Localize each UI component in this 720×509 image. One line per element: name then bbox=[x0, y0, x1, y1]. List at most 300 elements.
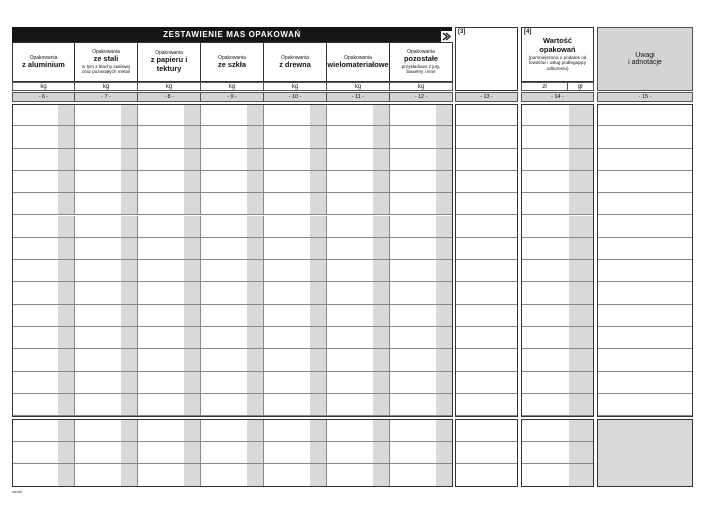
body-row-7-col-9[interactable] bbox=[201, 260, 264, 282]
column-header-small-top: Opakowania bbox=[155, 50, 183, 57]
body-row-3-col-13[interactable] bbox=[455, 171, 518, 193]
summary-row-0-col-7[interactable] bbox=[75, 419, 138, 442]
column-header-small-top: Opakowania bbox=[281, 54, 309, 61]
cell-shade bbox=[310, 419, 326, 441]
body-row-4-col-15[interactable] bbox=[597, 193, 693, 215]
cell-shade bbox=[58, 327, 74, 348]
body-row-8-col-12[interactable] bbox=[390, 282, 453, 304]
body-row-1-col-7[interactable] bbox=[75, 126, 138, 148]
body-row-3-col-11[interactable] bbox=[327, 171, 390, 193]
cell-shade bbox=[373, 238, 389, 259]
cell-shade bbox=[58, 442, 74, 464]
body-row-1-col-9[interactable] bbox=[201, 126, 264, 148]
body-row-8-col-9[interactable] bbox=[201, 282, 264, 304]
body-row-9-col-7[interactable] bbox=[75, 305, 138, 327]
body-row-3-col-12[interactable] bbox=[390, 171, 453, 193]
cell-shade bbox=[569, 305, 593, 326]
body-row-7-col-8[interactable] bbox=[138, 260, 201, 282]
body-row-1-col-13[interactable] bbox=[455, 126, 518, 148]
cell-shade bbox=[310, 372, 326, 393]
cell-shade bbox=[373, 327, 389, 348]
cell-shade bbox=[373, 419, 389, 441]
column-14-unit-gr: gr bbox=[568, 82, 594, 91]
form-title: ZESTAWIENIE MAS OPAKOWAŃ bbox=[163, 30, 301, 39]
column-header-small-top: Opakowania bbox=[344, 54, 372, 61]
body-row-9-col-8[interactable] bbox=[138, 305, 201, 327]
body-row-9-col-9[interactable] bbox=[201, 305, 264, 327]
summary-row-1-col-12[interactable] bbox=[390, 442, 453, 465]
body-row-2-col-9[interactable] bbox=[201, 149, 264, 171]
cell-shade bbox=[58, 149, 74, 170]
cell-shade bbox=[310, 327, 326, 348]
cell-shade bbox=[569, 149, 593, 170]
column-13-number: - 13 - bbox=[455, 92, 518, 102]
body-row-2-col-14[interactable] bbox=[521, 149, 594, 171]
cell-shade bbox=[436, 216, 452, 237]
body-row-12-col-8[interactable] bbox=[138, 372, 201, 394]
body-row-9-col-12[interactable] bbox=[390, 305, 453, 327]
column-15-header bbox=[597, 27, 693, 91]
body-row-6-col-10[interactable] bbox=[264, 238, 327, 260]
cell-shade bbox=[184, 216, 200, 237]
body-row-4-col-13[interactable] bbox=[455, 193, 518, 215]
body-row-2-col-12[interactable] bbox=[390, 149, 453, 171]
column-15-title-line1: Uwagi bbox=[635, 52, 655, 59]
cell-shade bbox=[184, 419, 200, 441]
body-row-8-col-10[interactable] bbox=[264, 282, 327, 304]
col15-summary-shaded bbox=[597, 419, 693, 487]
cell-shade bbox=[373, 149, 389, 170]
body-row-11-col-14[interactable] bbox=[521, 349, 594, 371]
body-row-11-col-9[interactable] bbox=[201, 349, 264, 371]
body-row-0-col-8[interactable] bbox=[138, 104, 201, 126]
cell-shade bbox=[58, 260, 74, 281]
body-row-3-col-6[interactable] bbox=[12, 171, 75, 193]
cell-shade bbox=[373, 216, 389, 237]
column-6-number: - 6 - bbox=[12, 92, 75, 102]
summary-row-2-col-11[interactable] bbox=[327, 464, 390, 487]
column-9-header bbox=[201, 42, 264, 82]
body-row-6-col-15[interactable] bbox=[597, 238, 693, 260]
summary-row-1-col-9[interactable] bbox=[201, 442, 264, 465]
body-row-0-col-9[interactable] bbox=[201, 104, 264, 126]
cell-shade bbox=[373, 305, 389, 326]
body-row-10-col-8[interactable] bbox=[138, 327, 201, 349]
body-row-7-col-6[interactable] bbox=[12, 260, 75, 282]
body-row-13-col-9[interactable] bbox=[201, 394, 264, 416]
summary-row-0-col-6[interactable] bbox=[12, 419, 75, 442]
body-row-11-col-7[interactable] bbox=[75, 349, 138, 371]
body-row-13-col-14[interactable] bbox=[521, 394, 594, 416]
body-row-0-col-12[interactable] bbox=[390, 104, 453, 126]
cell-shade bbox=[436, 394, 452, 415]
cell-shade bbox=[373, 104, 389, 125]
cell-shade bbox=[184, 260, 200, 281]
cell-shade bbox=[184, 305, 200, 326]
body-row-2-col-6[interactable] bbox=[12, 149, 75, 171]
cell-shade bbox=[121, 394, 137, 415]
cell-shade bbox=[569, 104, 593, 125]
body-row-4-col-9[interactable] bbox=[201, 193, 264, 215]
cell-shade bbox=[569, 193, 593, 214]
body-row-6-col-13[interactable] bbox=[455, 238, 518, 260]
body-row-5-col-7[interactable] bbox=[75, 216, 138, 238]
body-row-10-col-6[interactable] bbox=[12, 327, 75, 349]
column-header-title: ze stali bbox=[93, 54, 119, 64]
column-12-number: - 12 - bbox=[390, 92, 453, 102]
summary-row-0-col-13[interactable] bbox=[455, 419, 518, 442]
body-row-6-col-8[interactable] bbox=[138, 238, 201, 260]
cell-shade bbox=[247, 419, 263, 441]
body-row-12-col-13[interactable] bbox=[455, 372, 518, 394]
cell-shade bbox=[436, 104, 452, 125]
summary-row-0-col-11[interactable] bbox=[327, 419, 390, 442]
body-row-1-col-6[interactable] bbox=[12, 126, 75, 148]
body-row-10-col-13[interactable] bbox=[455, 327, 518, 349]
body-row-3-col-10[interactable] bbox=[264, 171, 327, 193]
body-row-11-col-11[interactable] bbox=[327, 349, 390, 371]
body-row-10-col-10[interactable] bbox=[264, 327, 327, 349]
body-row-3-col-8[interactable] bbox=[138, 171, 201, 193]
body-row-12-col-7[interactable] bbox=[75, 372, 138, 394]
body-row-6-col-6[interactable] bbox=[12, 238, 75, 260]
body-row-4-col-8[interactable] bbox=[138, 193, 201, 215]
body-row-0-col-6[interactable] bbox=[12, 104, 75, 126]
column-14-header bbox=[521, 27, 594, 82]
cell-shade bbox=[184, 464, 200, 486]
body-row-4-col-10[interactable] bbox=[264, 193, 327, 215]
body-row-7-col-13[interactable] bbox=[455, 260, 518, 282]
body-row-3-col-14[interactable] bbox=[521, 171, 594, 193]
body-row-13-col-15[interactable] bbox=[597, 394, 693, 416]
column-13-header bbox=[455, 27, 518, 91]
cell-shade bbox=[121, 171, 137, 192]
column-12-unit: kg bbox=[390, 82, 453, 91]
cell-shade bbox=[121, 419, 137, 441]
column-11-header bbox=[327, 42, 390, 82]
body-row-11-col-6[interactable] bbox=[12, 349, 75, 371]
body-row-5-col-12[interactable] bbox=[390, 216, 453, 238]
body-row-4-col-6[interactable] bbox=[12, 193, 75, 215]
cell-shade bbox=[58, 349, 74, 370]
column-6-header bbox=[12, 42, 75, 82]
cell-shade bbox=[121, 372, 137, 393]
cell-shade bbox=[247, 260, 263, 281]
body-row-2-col-7[interactable] bbox=[75, 149, 138, 171]
summary-row-1-col-8[interactable] bbox=[138, 442, 201, 465]
summary-row-0-col-10[interactable] bbox=[264, 419, 327, 442]
body-row-7-col-15[interactable] bbox=[597, 260, 693, 282]
body-row-12-col-11[interactable] bbox=[327, 372, 390, 394]
summary-row-1-col-7[interactable] bbox=[75, 442, 138, 465]
cell-shade bbox=[247, 305, 263, 326]
body-row-1-col-10[interactable] bbox=[264, 126, 327, 148]
summary-row-0-col-14[interactable] bbox=[521, 419, 594, 442]
cell-shade bbox=[247, 171, 263, 192]
body-row-12-col-12[interactable] bbox=[390, 372, 453, 394]
column-10-unit: kg bbox=[264, 82, 327, 91]
body-row-13-col-10[interactable] bbox=[264, 394, 327, 416]
body-row-3-col-7[interactable] bbox=[75, 171, 138, 193]
summary-row-2-col-13[interactable] bbox=[455, 464, 518, 487]
body-row-10-col-14[interactable] bbox=[521, 327, 594, 349]
cell-shade bbox=[121, 349, 137, 370]
body-row-1-col-11[interactable] bbox=[327, 126, 390, 148]
column-header-title: z drewna bbox=[279, 59, 311, 69]
cell-shade bbox=[184, 238, 200, 259]
body-row-13-col-12[interactable] bbox=[390, 394, 453, 416]
body-row-12-col-14[interactable] bbox=[521, 372, 594, 394]
column-8-header bbox=[138, 42, 201, 82]
body-row-10-col-7[interactable] bbox=[75, 327, 138, 349]
body-row-8-col-15[interactable] bbox=[597, 282, 693, 304]
cell-shade bbox=[247, 282, 263, 303]
cell-shade bbox=[121, 327, 137, 348]
cell-shade bbox=[184, 327, 200, 348]
cell-shade bbox=[184, 149, 200, 170]
cell-shade bbox=[436, 464, 452, 486]
body-row-7-col-14[interactable] bbox=[521, 260, 594, 282]
cell-shade bbox=[121, 464, 137, 486]
body-row-5-col-15[interactable] bbox=[597, 216, 693, 238]
body-row-2-col-11[interactable] bbox=[327, 149, 390, 171]
cell-shade bbox=[184, 282, 200, 303]
cell-shade bbox=[436, 126, 452, 147]
body-row-11-col-13[interactable] bbox=[455, 349, 518, 371]
double-chevron-right-icon bbox=[441, 29, 452, 40]
cell-shade bbox=[184, 193, 200, 214]
cell-shade bbox=[569, 349, 593, 370]
column-11-number: - 11 - bbox=[327, 92, 390, 102]
body-row-3-col-9[interactable] bbox=[201, 171, 264, 193]
body-row-11-col-10[interactable] bbox=[264, 349, 327, 371]
column-14-title-line1: Wartość bbox=[543, 36, 572, 45]
body-row-10-col-15[interactable] bbox=[597, 327, 693, 349]
body-row-4-col-12[interactable] bbox=[390, 193, 453, 215]
column-header-small-top: Opakowania bbox=[29, 54, 58, 61]
body-row-12-col-15[interactable] bbox=[597, 372, 693, 394]
body-row-5-col-13[interactable] bbox=[455, 216, 518, 238]
body-row-4-col-14[interactable] bbox=[521, 193, 594, 215]
body-row-6-col-9[interactable] bbox=[201, 238, 264, 260]
cell-shade bbox=[121, 238, 137, 259]
body-row-2-col-10[interactable] bbox=[264, 149, 327, 171]
column-10-header bbox=[264, 42, 327, 82]
cell-shade bbox=[247, 442, 263, 464]
summary-row-0-col-12[interactable] bbox=[390, 419, 453, 442]
cell-shade bbox=[310, 464, 326, 486]
cell-shade bbox=[247, 464, 263, 486]
cell-shade bbox=[121, 216, 137, 237]
body-row-9-col-11[interactable] bbox=[327, 305, 390, 327]
cell-shade bbox=[184, 349, 200, 370]
column-14-ref: [4] bbox=[524, 29, 532, 35]
cell-shade bbox=[58, 282, 74, 303]
column-10-number: - 10 - bbox=[264, 92, 327, 102]
body-row-12-col-9[interactable] bbox=[201, 372, 264, 394]
body-row-7-col-7[interactable] bbox=[75, 260, 138, 282]
body-row-13-col-11[interactable] bbox=[327, 394, 390, 416]
body-row-5-col-6[interactable] bbox=[12, 216, 75, 238]
body-row-9-col-13[interactable] bbox=[455, 305, 518, 327]
summary-row-2-col-6[interactable] bbox=[12, 464, 75, 487]
body-row-1-col-12[interactable] bbox=[390, 126, 453, 148]
cell-shade bbox=[436, 419, 452, 441]
body-row-10-col-9[interactable] bbox=[201, 327, 264, 349]
body-row-8-col-8[interactable] bbox=[138, 282, 201, 304]
body-row-6-col-7[interactable] bbox=[75, 238, 138, 260]
body-row-13-col-8[interactable] bbox=[138, 394, 201, 416]
cell-shade bbox=[569, 464, 593, 486]
cell-shade bbox=[184, 104, 200, 125]
body-row-0-col-7[interactable] bbox=[75, 104, 138, 126]
column-header-small-top: Opakowania bbox=[407, 49, 435, 56]
cell-shade bbox=[310, 305, 326, 326]
cell-shade bbox=[58, 126, 74, 147]
body-row-0-col-11[interactable] bbox=[327, 104, 390, 126]
summary-row-2-col-8[interactable] bbox=[138, 464, 201, 487]
cell-shade bbox=[373, 260, 389, 281]
cell-shade bbox=[58, 419, 74, 441]
cell-shade bbox=[569, 372, 593, 393]
body-row-5-col-14[interactable] bbox=[521, 216, 594, 238]
body-row-8-col-6[interactable] bbox=[12, 282, 75, 304]
body-row-0-col-14[interactable] bbox=[521, 104, 594, 126]
body-row-6-col-14[interactable] bbox=[521, 238, 594, 260]
body-row-5-col-8[interactable] bbox=[138, 216, 201, 238]
body-row-1-col-8[interactable] bbox=[138, 126, 201, 148]
summary-row-2-col-10[interactable] bbox=[264, 464, 327, 487]
summary-row-1-col-10[interactable] bbox=[264, 442, 327, 465]
body-row-2-col-8[interactable] bbox=[138, 149, 201, 171]
column-header-note: w tym z blachy stalowej oraz pozostałych metali bbox=[81, 63, 130, 75]
column-15-number: - 15 - bbox=[597, 92, 693, 102]
body-row-13-col-13[interactable] bbox=[455, 394, 518, 416]
summary-row-2-col-14[interactable] bbox=[521, 464, 594, 487]
body-row-11-col-15[interactable] bbox=[597, 349, 693, 371]
body-row-7-col-11[interactable] bbox=[327, 260, 390, 282]
cell-shade bbox=[121, 126, 137, 147]
column-13-ref: [3] bbox=[458, 29, 466, 35]
column-9-unit: kg bbox=[201, 82, 264, 91]
body-row-10-col-12[interactable] bbox=[390, 327, 453, 349]
cell-shade bbox=[436, 327, 452, 348]
body-row-11-col-12[interactable] bbox=[390, 349, 453, 371]
column-7-number: - 7 - bbox=[75, 92, 138, 102]
cell-shade bbox=[373, 442, 389, 464]
body-row-9-col-6[interactable] bbox=[12, 305, 75, 327]
cell-shade bbox=[310, 216, 326, 237]
cell-shade bbox=[436, 260, 452, 281]
cell-shade bbox=[373, 464, 389, 486]
column-11-unit: kg bbox=[327, 82, 390, 91]
body-row-12-col-6[interactable] bbox=[12, 372, 75, 394]
body-row-11-col-8[interactable] bbox=[138, 349, 201, 371]
body-row-12-col-10[interactable] bbox=[264, 372, 327, 394]
summary-row-2-col-7[interactable] bbox=[75, 464, 138, 487]
cell-shade bbox=[373, 349, 389, 370]
body-row-1-col-14[interactable] bbox=[521, 126, 594, 148]
cell-shade bbox=[436, 442, 452, 464]
cell-shade bbox=[247, 238, 263, 259]
cell-shade bbox=[58, 394, 74, 415]
body-row-0-col-13[interactable] bbox=[455, 104, 518, 126]
cell-shade bbox=[310, 282, 326, 303]
column-14-number: - 14 - bbox=[521, 92, 594, 102]
body-row-10-col-11[interactable] bbox=[327, 327, 390, 349]
cell-shade bbox=[58, 372, 74, 393]
cell-shade bbox=[310, 171, 326, 192]
body-row-9-col-15[interactable] bbox=[597, 305, 693, 327]
body-row-2-col-15[interactable] bbox=[597, 149, 693, 171]
column-8-number: - 8 - bbox=[138, 92, 201, 102]
body-row-4-col-7[interactable] bbox=[75, 193, 138, 215]
body-row-6-col-12[interactable] bbox=[390, 238, 453, 260]
body-row-8-col-7[interactable] bbox=[75, 282, 138, 304]
cell-shade bbox=[58, 305, 74, 326]
column-header-small-top: Opakowania bbox=[92, 49, 120, 56]
cell-shade bbox=[436, 171, 452, 192]
cell-shade bbox=[184, 171, 200, 192]
body-row-8-col-14[interactable] bbox=[521, 282, 594, 304]
body-row-3-col-15[interactable] bbox=[597, 171, 693, 193]
body-row-9-col-14[interactable] bbox=[521, 305, 594, 327]
cell-shade bbox=[310, 442, 326, 464]
form-code: Izrnt2 bbox=[12, 489, 23, 494]
body-row-4-col-11[interactable] bbox=[327, 193, 390, 215]
body-row-6-col-11[interactable] bbox=[327, 238, 390, 260]
summary-row-2-col-12[interactable] bbox=[390, 464, 453, 487]
summary-row-1-col-6[interactable] bbox=[12, 442, 75, 465]
body-row-5-col-9[interactable] bbox=[201, 216, 264, 238]
cell-shade bbox=[310, 193, 326, 214]
summary-row-0-col-9[interactable] bbox=[201, 419, 264, 442]
cell-shade bbox=[121, 193, 137, 214]
cell-shade bbox=[58, 104, 74, 125]
summary-row-1-col-13[interactable] bbox=[455, 442, 518, 465]
summary-row-1-col-14[interactable] bbox=[521, 442, 594, 465]
cell-shade bbox=[58, 216, 74, 237]
body-row-7-col-10[interactable] bbox=[264, 260, 327, 282]
body-row-2-col-13[interactable] bbox=[455, 149, 518, 171]
summary-row-1-col-11[interactable] bbox=[327, 442, 390, 465]
cell-shade bbox=[373, 282, 389, 303]
summary-row-0-col-8[interactable] bbox=[138, 419, 201, 442]
body-row-0-col-15[interactable] bbox=[597, 104, 693, 126]
body-row-7-col-12[interactable] bbox=[390, 260, 453, 282]
column-9-number: - 9 - bbox=[201, 92, 264, 102]
summary-row-2-col-9[interactable] bbox=[201, 464, 264, 487]
cell-shade bbox=[436, 372, 452, 393]
body-row-8-col-11[interactable] bbox=[327, 282, 390, 304]
cell-shade bbox=[247, 327, 263, 348]
cell-shade bbox=[310, 149, 326, 170]
body-row-9-col-10[interactable] bbox=[264, 305, 327, 327]
column-12-header bbox=[390, 42, 453, 82]
column-15-title-line2: i adnotacje bbox=[628, 59, 662, 66]
body-row-1-col-15[interactable] bbox=[597, 126, 693, 148]
cell-shade bbox=[121, 282, 137, 303]
body-row-0-col-10[interactable] bbox=[264, 104, 327, 126]
body-row-8-col-13[interactable] bbox=[455, 282, 518, 304]
cell-shade bbox=[121, 149, 137, 170]
column-header-title: z papieru i tektury bbox=[150, 55, 188, 73]
body-row-13-col-6[interactable] bbox=[12, 394, 75, 416]
body-row-13-col-7[interactable] bbox=[75, 394, 138, 416]
cell-shade bbox=[436, 149, 452, 170]
body-row-5-col-11[interactable] bbox=[327, 216, 390, 238]
body-row-5-col-10[interactable] bbox=[264, 216, 327, 238]
